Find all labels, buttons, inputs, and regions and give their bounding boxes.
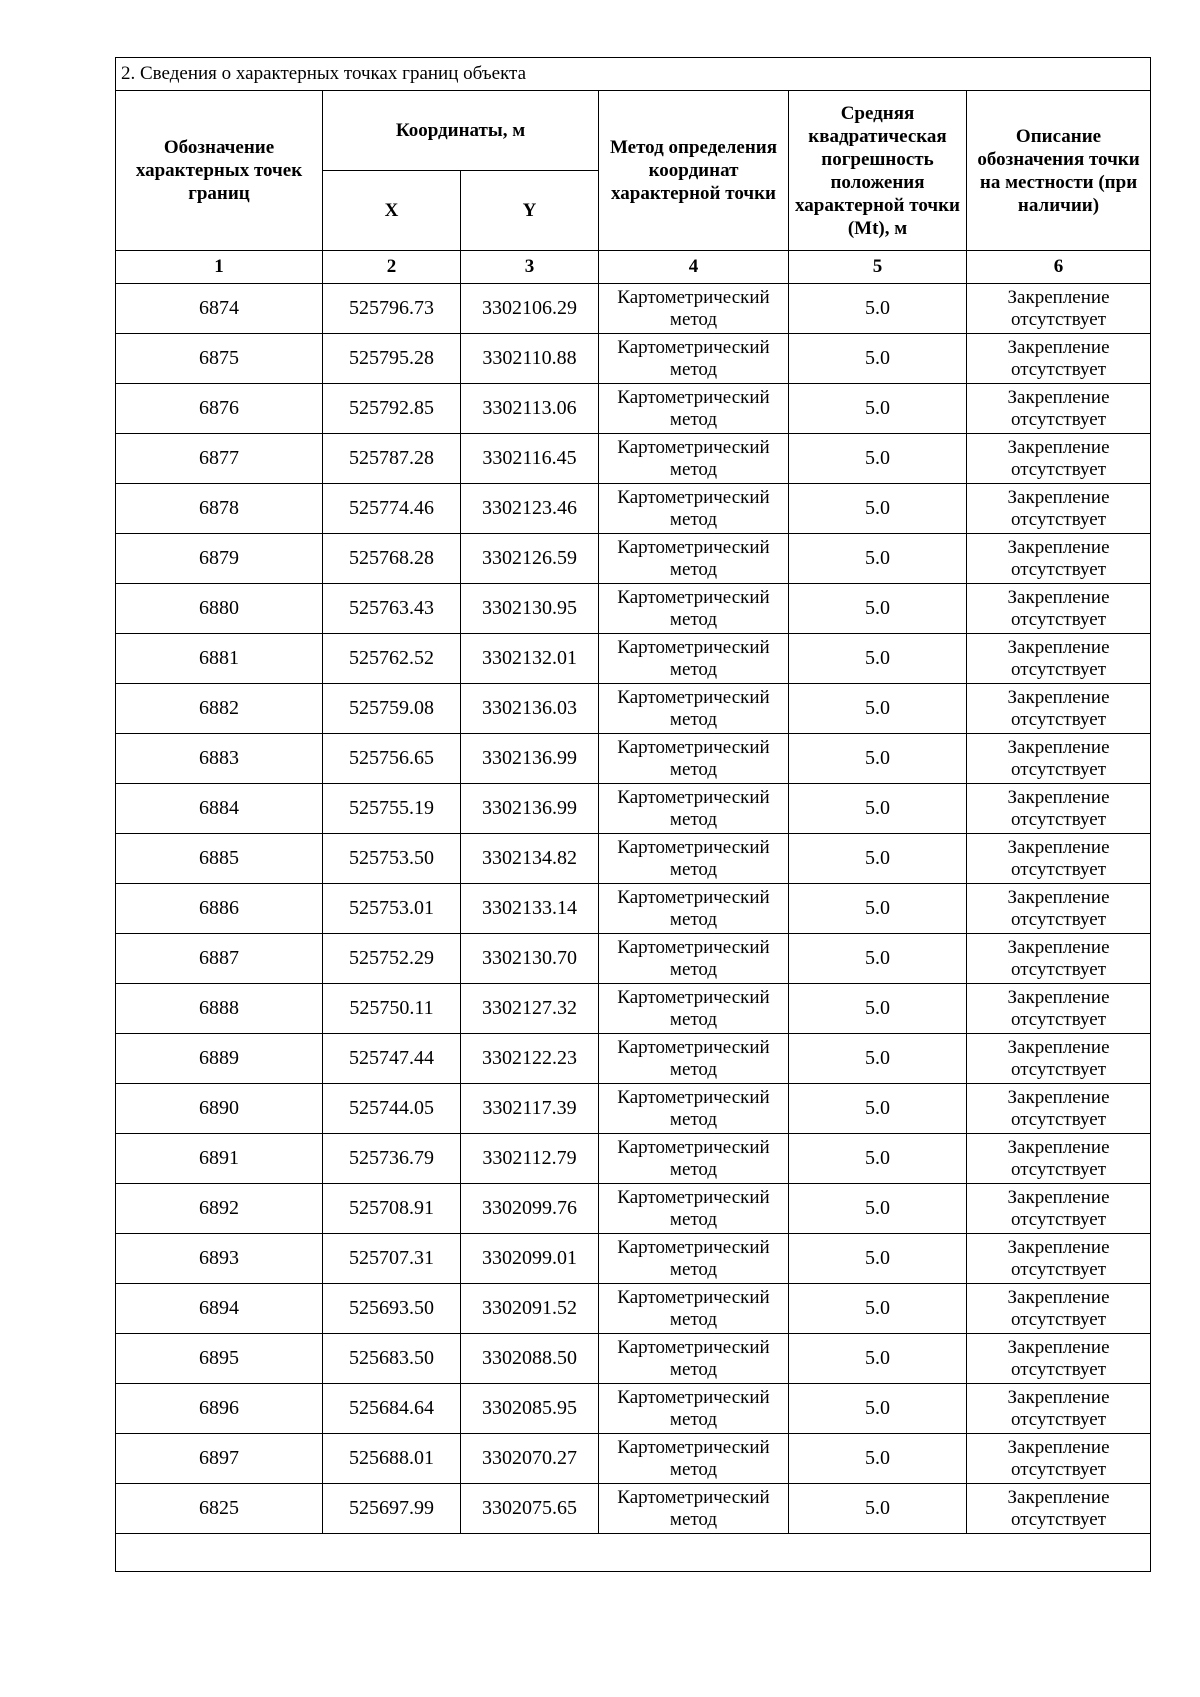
description-cell: Закрепление отсутствует: [967, 1134, 1151, 1184]
method-cell: Картометрический метод: [599, 1134, 789, 1184]
description-cell: Закрепление отсутствует: [967, 1084, 1151, 1134]
header-error: Средняя квадратическая погрешность положения характерной точки (Mt), м: [789, 91, 967, 251]
table-row: [116, 1434, 1151, 1484]
y-cell: 3302091.52: [461, 1284, 599, 1334]
description-cell: Закрепление отсутствует: [967, 1334, 1151, 1384]
x-cell: 525752.29: [323, 934, 461, 984]
mt-cell: 5.0: [789, 1334, 967, 1384]
point-cell: 6896: [116, 1384, 323, 1434]
mt-cell: 5.0: [789, 1384, 967, 1434]
y-cell: 3302136.03: [461, 684, 599, 734]
description-cell: Закрепление отсутствует: [967, 684, 1151, 734]
point-cell: 6887: [116, 934, 323, 984]
document-sheet: [115, 57, 1150, 1572]
y-cell: 3302136.99: [461, 784, 599, 834]
method-cell: Картометрический метод: [599, 1184, 789, 1234]
method-cell: Картометрический метод: [599, 384, 789, 434]
point-cell: 6884: [116, 784, 323, 834]
point-cell: 6897: [116, 1434, 323, 1484]
mt-cell: 5.0: [789, 1034, 967, 1084]
header-method: Метод определения координат характерной точки: [599, 91, 789, 251]
x-cell: 525756.65: [323, 734, 461, 784]
point-cell: 6892: [116, 1184, 323, 1234]
y-cell: 3302133.14: [461, 884, 599, 934]
y-cell: 3302134.82: [461, 834, 599, 884]
point-cell: 6880: [116, 584, 323, 634]
mt-cell: 5.0: [789, 1134, 967, 1184]
y-cell: 3302070.27: [461, 1434, 599, 1484]
x-cell: 525708.91: [323, 1184, 461, 1234]
boundary-points-table: [115, 57, 1151, 1572]
mt-cell: 5.0: [789, 884, 967, 934]
point-cell: 6825: [116, 1484, 323, 1534]
table-row: [116, 584, 1151, 634]
y-cell: 3302075.65: [461, 1484, 599, 1534]
mt-cell: 5.0: [789, 1284, 967, 1334]
method-cell: Картометрический метод: [599, 634, 789, 684]
x-cell: 525774.46: [323, 484, 461, 534]
mt-cell: 5.0: [789, 1434, 967, 1484]
table-row: [116, 734, 1151, 784]
table-row: [116, 934, 1151, 984]
mt-cell: 5.0: [789, 1184, 967, 1234]
x-cell: 525693.50: [323, 1284, 461, 1334]
method-cell: Картометрический метод: [599, 984, 789, 1034]
x-cell: 525759.08: [323, 684, 461, 734]
table-row: [116, 334, 1151, 384]
mt-cell: 5.0: [789, 1484, 967, 1534]
description-cell: Закрепление отсутствует: [967, 1234, 1151, 1284]
y-cell: 3302110.88: [461, 334, 599, 384]
point-cell: 6877: [116, 434, 323, 484]
table-row: [116, 1484, 1151, 1534]
table-row: [116, 634, 1151, 684]
table-row: [116, 484, 1151, 534]
table-row: [116, 1184, 1151, 1234]
method-cell: Картометрический метод: [599, 1034, 789, 1084]
x-cell: 525753.50: [323, 834, 461, 884]
table-row: [116, 1084, 1151, 1134]
method-cell: Картометрический метод: [599, 284, 789, 334]
method-cell: Картометрический метод: [599, 684, 789, 734]
method-cell: Картометрический метод: [599, 1484, 789, 1534]
mt-cell: 5.0: [789, 984, 967, 1034]
x-cell: 525755.19: [323, 784, 461, 834]
x-cell: 525697.99: [323, 1484, 461, 1534]
description-cell: Закрепление отсутствует: [967, 784, 1151, 834]
description-cell: Закрепление отсутствует: [967, 484, 1151, 534]
mt-cell: 5.0: [789, 584, 967, 634]
table-row: [116, 434, 1151, 484]
y-cell: 3302112.79: [461, 1134, 599, 1184]
y-cell: 3302130.95: [461, 584, 599, 634]
mt-cell: 5.0: [789, 484, 967, 534]
header-description: Описание обозначения точки на местности (при наличии): [967, 91, 1151, 251]
section-title: 2. Сведения о характерных точках границ объекта: [116, 58, 1151, 91]
empty-cell: [116, 1534, 1151, 1572]
point-cell: 6885: [116, 834, 323, 884]
method-cell: Картометрический метод: [599, 534, 789, 584]
column-number: 2: [323, 251, 461, 284]
method-cell: Картометрический метод: [599, 834, 789, 884]
x-cell: 525747.44: [323, 1034, 461, 1084]
y-cell: 3302130.70: [461, 934, 599, 984]
method-cell: Картометрический метод: [599, 1384, 789, 1434]
point-cell: 6891: [116, 1134, 323, 1184]
y-cell: 3302122.23: [461, 1034, 599, 1084]
table-row: [116, 534, 1151, 584]
y-cell: 3302132.01: [461, 634, 599, 684]
mt-cell: 5.0: [789, 434, 967, 484]
description-cell: Закрепление отсутствует: [967, 1434, 1151, 1484]
description-cell: Закрепление отсутствует: [967, 284, 1151, 334]
column-number: 3: [461, 251, 599, 284]
table-row: [116, 1034, 1151, 1084]
y-cell: 3302085.95: [461, 1384, 599, 1434]
method-cell: Картометрический метод: [599, 1084, 789, 1134]
point-cell: 6895: [116, 1334, 323, 1384]
point-cell: 6894: [116, 1284, 323, 1334]
x-cell: 525763.43: [323, 584, 461, 634]
y-cell: 3302126.59: [461, 534, 599, 584]
description-cell: Закрепление отсутствует: [967, 384, 1151, 434]
y-cell: 3302117.39: [461, 1084, 599, 1134]
description-cell: Закрепление отсутствует: [967, 1034, 1151, 1084]
method-cell: Картометрический метод: [599, 584, 789, 634]
header-point: Обозначение характерных точек границ: [116, 91, 323, 251]
method-cell: Картометрический метод: [599, 1284, 789, 1334]
description-cell: Закрепление отсутствует: [967, 634, 1151, 684]
point-cell: 6882: [116, 684, 323, 734]
method-cell: Картометрический метод: [599, 334, 789, 384]
description-cell: Закрепление отсутствует: [967, 1284, 1151, 1334]
table-row: [116, 1384, 1151, 1434]
mt-cell: 5.0: [789, 734, 967, 784]
point-cell: 6893: [116, 1234, 323, 1284]
description-cell: Закрепление отсутствует: [967, 534, 1151, 584]
table-row: [116, 684, 1151, 734]
x-cell: 525787.28: [323, 434, 461, 484]
table-row: [116, 1334, 1151, 1384]
column-numbers-row: [116, 251, 1151, 284]
x-cell: 525796.73: [323, 284, 461, 334]
description-cell: Закрепление отсутствует: [967, 334, 1151, 384]
header-x: X: [323, 171, 461, 251]
method-cell: Картометрический метод: [599, 1234, 789, 1284]
mt-cell: 5.0: [789, 334, 967, 384]
y-cell: 3302106.29: [461, 284, 599, 334]
mt-cell: 5.0: [789, 634, 967, 684]
x-cell: 525707.31: [323, 1234, 461, 1284]
method-cell: Картометрический метод: [599, 884, 789, 934]
x-cell: 525744.05: [323, 1084, 461, 1134]
header-coords: Координаты, м: [323, 91, 599, 171]
description-cell: Закрепление отсутствует: [967, 834, 1151, 884]
point-cell: 6888: [116, 984, 323, 1034]
point-cell: 6881: [116, 634, 323, 684]
y-cell: 3302127.32: [461, 984, 599, 1034]
mt-cell: 5.0: [789, 534, 967, 584]
mt-cell: 5.0: [789, 284, 967, 334]
y-cell: 3302088.50: [461, 1334, 599, 1384]
column-number: 1: [116, 251, 323, 284]
point-cell: 6889: [116, 1034, 323, 1084]
y-cell: 3302099.01: [461, 1234, 599, 1284]
mt-cell: 5.0: [789, 1234, 967, 1284]
column-number: 5: [789, 251, 967, 284]
x-cell: 525795.28: [323, 334, 461, 384]
description-cell: Закрепление отсутствует: [967, 884, 1151, 934]
mt-cell: 5.0: [789, 1084, 967, 1134]
point-cell: 6883: [116, 734, 323, 784]
x-cell: 525762.52: [323, 634, 461, 684]
description-cell: Закрепление отсутствует: [967, 1484, 1151, 1534]
x-cell: 525750.11: [323, 984, 461, 1034]
x-cell: 525688.01: [323, 1434, 461, 1484]
point-cell: 6876: [116, 384, 323, 434]
description-cell: Закрепление отсутствует: [967, 434, 1151, 484]
table-row: [116, 1284, 1151, 1334]
table-row: [116, 1234, 1151, 1284]
table-row: [116, 884, 1151, 934]
point-cell: 6890: [116, 1084, 323, 1134]
y-cell: 3302123.46: [461, 484, 599, 534]
mt-cell: 5.0: [789, 684, 967, 734]
method-cell: Картометрический метод: [599, 1334, 789, 1384]
method-cell: Картометрический метод: [599, 734, 789, 784]
y-cell: 3302113.06: [461, 384, 599, 434]
x-cell: 525683.50: [323, 1334, 461, 1384]
x-cell: 525792.85: [323, 384, 461, 434]
method-cell: Картометрический метод: [599, 784, 789, 834]
y-cell: 3302099.76: [461, 1184, 599, 1234]
table-row: [116, 834, 1151, 884]
method-cell: Картометрический метод: [599, 434, 789, 484]
y-cell: 3302136.99: [461, 734, 599, 784]
mt-cell: 5.0: [789, 784, 967, 834]
description-cell: Закрепление отсутствует: [967, 934, 1151, 984]
description-cell: Закрепление отсутствует: [967, 1184, 1151, 1234]
column-number: 4: [599, 251, 789, 284]
method-cell: Картометрический метод: [599, 484, 789, 534]
x-cell: 525736.79: [323, 1134, 461, 1184]
mt-cell: 5.0: [789, 934, 967, 984]
column-number: 6: [967, 251, 1151, 284]
x-cell: 525768.28: [323, 534, 461, 584]
table-row: [116, 1134, 1151, 1184]
description-cell: Закрепление отсутствует: [967, 734, 1151, 784]
table-row: [116, 984, 1151, 1034]
table-row: [116, 384, 1151, 434]
x-cell: 525753.01: [323, 884, 461, 934]
method-cell: Картометрический метод: [599, 1434, 789, 1484]
point-cell: 6879: [116, 534, 323, 584]
mt-cell: 5.0: [789, 384, 967, 434]
description-cell: Закрепление отсутствует: [967, 1384, 1151, 1434]
table-row: [116, 284, 1151, 334]
header-y: Y: [461, 171, 599, 251]
y-cell: 3302116.45: [461, 434, 599, 484]
empty-footer-row: [116, 1534, 1151, 1572]
point-cell: 6875: [116, 334, 323, 384]
point-cell: 6878: [116, 484, 323, 534]
mt-cell: 5.0: [789, 834, 967, 884]
description-cell: Закрепление отсутствует: [967, 984, 1151, 1034]
table-row: [116, 784, 1151, 834]
point-cell: 6874: [116, 284, 323, 334]
method-cell: Картометрический метод: [599, 934, 789, 984]
x-cell: 525684.64: [323, 1384, 461, 1434]
description-cell: Закрепление отсутствует: [967, 584, 1151, 634]
point-cell: 6886: [116, 884, 323, 934]
